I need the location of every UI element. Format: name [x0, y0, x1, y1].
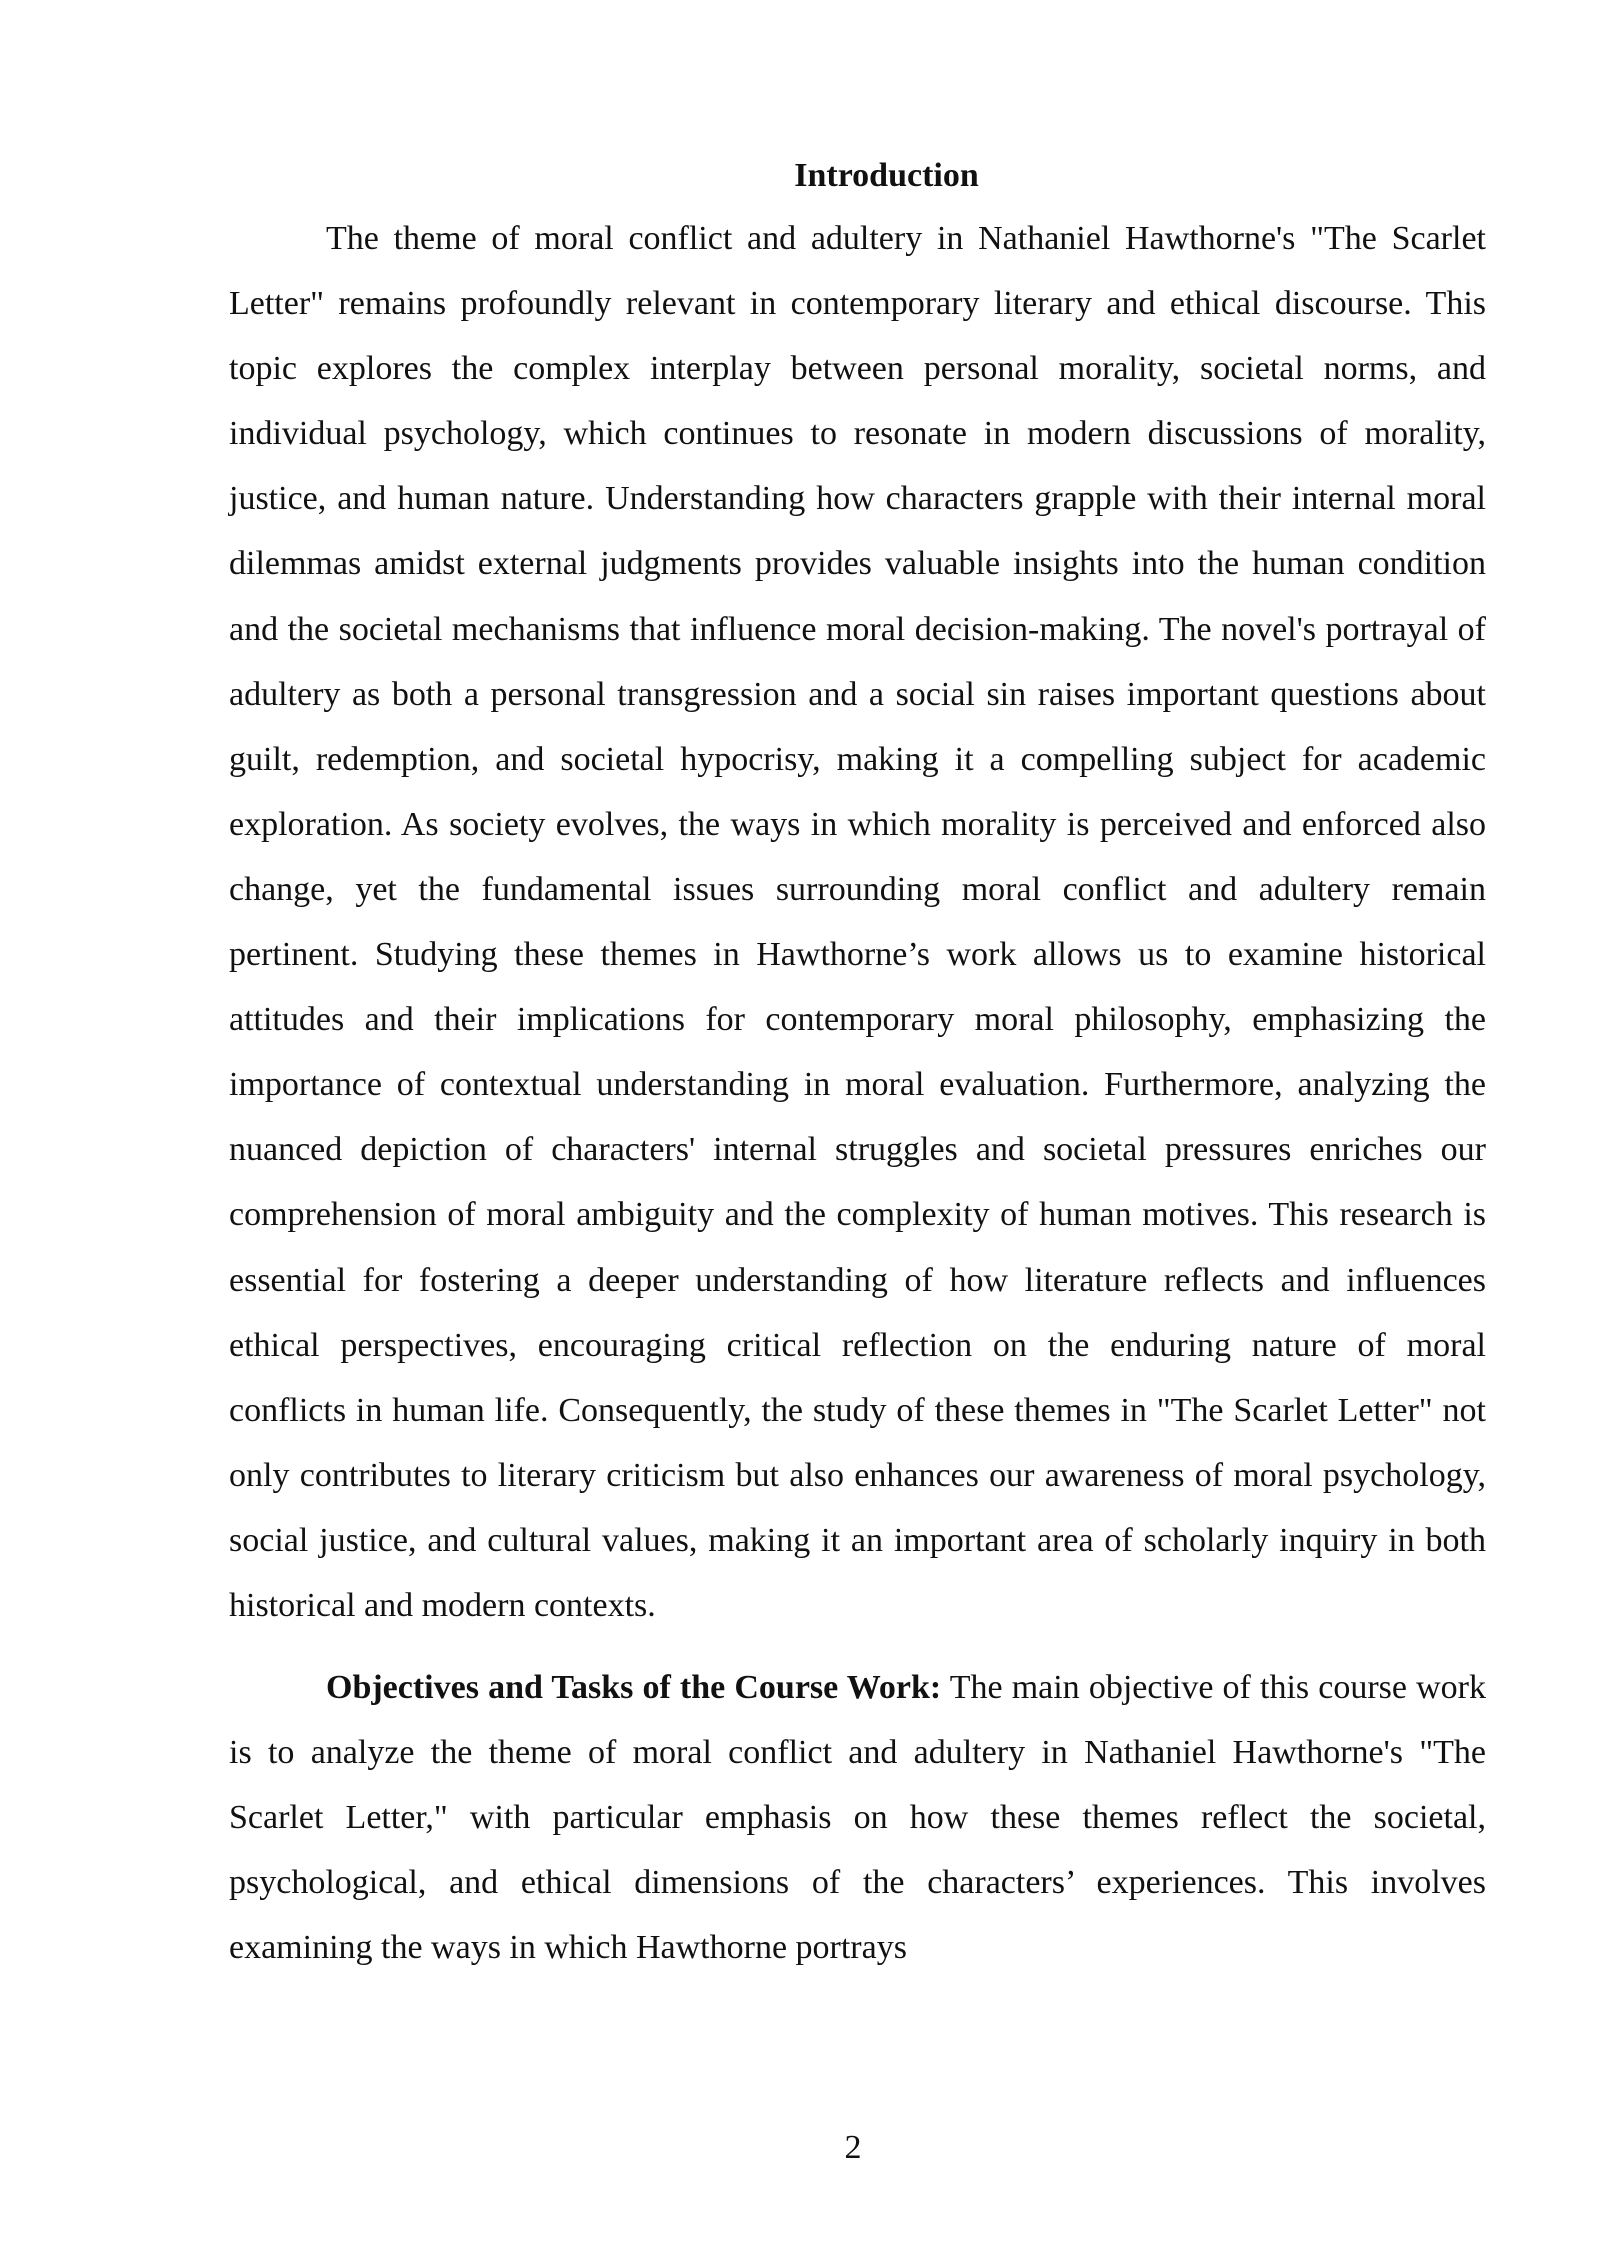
section-heading: Introduction — [794, 157, 979, 194]
intro-paragraph: The theme of moral conflict and adultery in Nathaniel Hawthorne's "The Scarlet Letter" remains profoundly relevant in contemporary literary and ethical discourse. This topic explores the complex interplay between personal morality, societal norms, and individual psychology, which continues to resonate in modern discussions of morality, justice, and human nature. Understanding how characters grapple with their internal moral dilemmas amidst external judgments provides valuable insights into the human condition and the societal mechanisms that influence moral decision-making. The novel's portrayal of adultery as both a personal transgression and a social sin raises important questions about guilt, redemption, and societal hypocrisy, making it a compelling subject for academic exploration. As society evolves, the ways in which morality is perceived and enforced also change, yet the fundamental issues surrounding moral conflict and adultery remain pertinent. Studying these themes in Hawthorne’s work allows us to examine historical attitudes and their implications for contemporary moral philosophy, emphasizing the importance of contextual understanding in moral evaluation. Furthermore, analyzing the nuanced depiction of characters' internal struggles and societal pressures enriches our comprehension of moral ambiguity and the complexity of human motives. This research is essential for fostering a deeper understanding of how literature reflects and influences ethical perspectives, encouraging critical reflection on the enduring nature of moral conflicts in human life. Consequently, the study of these themes in "The Scarlet Letter" not only contributes to literary criticism but also enhances our awareness of moral psychology, social justice, and cultural values, making it an important area of scholarly inquiry in both historical and modern contexts. — [229, 220, 1486, 1624]
objectives-text: The main objective of this course work is to analyze the theme of moral conflict and adultery in Nathaniel Hawthorne's "The Scarlet Letter," with particular emphasis on how these themes reflect the societal, psychological, and ethical dimensions of the characters’ experiences. This involves examining the ways in which Hawthorne portrays — [229, 1669, 1486, 1967]
text-column — [229, 148, 1486, 1981]
objectives-lead: Objectives and Tasks of the Course Work: — [326, 1669, 942, 1707]
page-number: 2 — [844, 2129, 862, 2166]
objectives-paragraph — [229, 1655, 1486, 1980]
